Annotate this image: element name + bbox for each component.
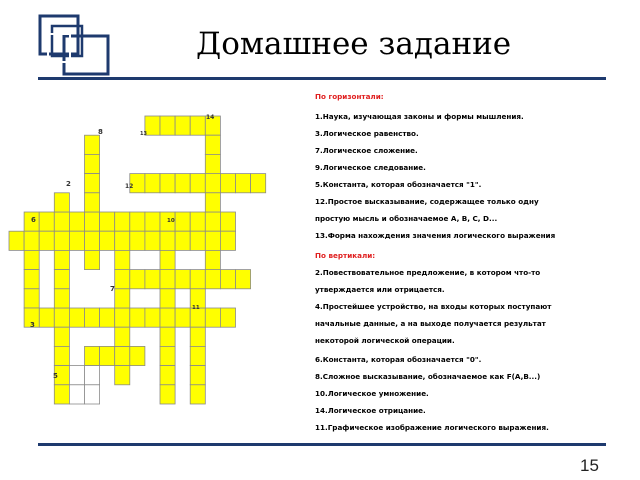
crossword-cell — [100, 346, 115, 365]
crossword-cell — [236, 174, 251, 193]
crossword-cell — [220, 212, 235, 231]
crossword-cell — [115, 250, 130, 269]
crossword-cell — [160, 308, 175, 327]
crossword-cell — [85, 308, 100, 327]
crossword-cell — [145, 174, 160, 193]
down-clue: 14.Логическое отрицание. — [315, 406, 426, 415]
crossword-cell — [100, 212, 115, 231]
crossword-cell — [175, 231, 190, 250]
crossword-cell — [54, 231, 69, 250]
crossword-cell — [190, 174, 205, 193]
down-clue: утверждается или отрицается. — [315, 285, 445, 294]
crossword-cell — [160, 385, 175, 404]
crossword-cell — [220, 174, 235, 193]
crossword-cell — [130, 270, 145, 289]
crossword-cell — [205, 212, 220, 231]
across-clue: 9.Логическое следование. — [315, 163, 426, 172]
crossword-cell — [160, 116, 175, 135]
crossword-cell — [205, 250, 220, 269]
crossword-cell — [175, 212, 190, 231]
crossword-cell — [85, 174, 100, 193]
down-clue: некоторой логической операции. — [315, 336, 455, 345]
crossword-cell — [85, 250, 100, 269]
across-clue: 7.Логическое сложение. — [315, 146, 418, 155]
crossword-cell — [145, 308, 160, 327]
down-clue: 2.Повествовательное предложение, в котором что-то — [315, 268, 541, 277]
crossword-cell — [54, 212, 69, 231]
down-clue: 4.Простейшее устройство, на входы которых поступают — [315, 302, 552, 311]
crossword-cell — [115, 308, 130, 327]
clue-number-12: 12 — [125, 183, 134, 190]
crossword-cell — [54, 308, 69, 327]
crossword-cell — [100, 308, 115, 327]
crossword-cell — [100, 231, 115, 250]
crossword-cell — [205, 270, 220, 289]
crossword-cell — [115, 346, 130, 365]
crossword-cell — [85, 231, 100, 250]
clue-number-14: 14 — [206, 114, 215, 121]
crossword-cell — [160, 231, 175, 250]
down-clue: 10.Логическое умножение. — [315, 389, 429, 398]
crossword-cell — [130, 346, 145, 365]
crossword-cell — [54, 327, 69, 346]
crossword-cell — [190, 231, 205, 250]
crossword-cell-empty — [85, 385, 100, 404]
crossword-cell — [115, 231, 130, 250]
crossword-cell-empty — [69, 366, 84, 385]
clue-number-3: 3 — [30, 321, 35, 329]
crossword-cell — [175, 174, 190, 193]
across-clue: 13.Форма нахождения значения логического выражения — [315, 231, 556, 240]
crossword-cell — [130, 308, 145, 327]
crossword-cell — [24, 289, 39, 308]
crossword-cell — [115, 327, 130, 346]
crossword-cell — [85, 154, 100, 173]
crossword-cell — [251, 174, 266, 193]
crossword-cell — [190, 212, 205, 231]
footer-divider — [38, 443, 606, 446]
crossword-cell — [236, 270, 251, 289]
across-heading: По горизонтали: — [315, 92, 384, 101]
crossword-cell — [85, 193, 100, 212]
crossword-cell — [145, 116, 160, 135]
crossword-cell — [54, 289, 69, 308]
crossword-cell — [54, 385, 69, 404]
crossword-cell — [160, 174, 175, 193]
across-clue: 5.Константа, которая обозначается "1". — [315, 180, 482, 189]
crossword-cell — [220, 231, 235, 250]
crossword-cell — [205, 231, 220, 250]
crossword-cell — [160, 289, 175, 308]
clue-number-6: 6 — [31, 216, 36, 224]
crossword-cell — [175, 116, 190, 135]
crossword-cell — [130, 212, 145, 231]
crossword-cell — [115, 212, 130, 231]
crossword-cell — [130, 231, 145, 250]
down-clue: 6.Константа, которая обозначается "0". — [315, 355, 482, 364]
crossword-cell — [175, 270, 190, 289]
crossword-cell — [160, 270, 175, 289]
crossword-cell — [39, 231, 54, 250]
crossword-cell — [205, 174, 220, 193]
across-clue: 3.Логическое равенство. — [315, 129, 419, 138]
crossword-cell — [160, 327, 175, 346]
slide-title: Домашнее задание — [196, 26, 512, 62]
crossword-cell — [115, 289, 130, 308]
clue-number-7: 7 — [110, 285, 115, 293]
crossword-cell — [190, 385, 205, 404]
across-clue: 12.Простое высказывание, содержащее только одну — [315, 197, 539, 206]
crossword-cell — [145, 270, 160, 289]
crossword-cell — [54, 250, 69, 269]
crossword-cell — [69, 308, 84, 327]
across-clue: простую мысль и обозначаемое A, B, C, D... — [315, 214, 498, 223]
crossword-cell — [160, 346, 175, 365]
crossword-cell — [205, 193, 220, 212]
crossword-cell — [85, 346, 100, 365]
clue-number-8: 8 — [98, 128, 103, 136]
crossword-cell — [160, 250, 175, 269]
clue-number-5: 5 — [53, 372, 58, 380]
crossword-cell — [24, 270, 39, 289]
crossword-cell — [54, 193, 69, 212]
crossword-cell-empty — [85, 366, 100, 385]
clue-number-11: 11 — [192, 305, 200, 311]
crossword-cell — [39, 308, 54, 327]
down-heading: По вертикали: — [315, 251, 376, 260]
crossword-cell — [9, 231, 24, 250]
crossword-cell — [115, 270, 130, 289]
crossword-cell — [190, 116, 205, 135]
crossword-cell — [54, 270, 69, 289]
clue-number-13: 13 — [140, 131, 147, 137]
crossword-cell — [190, 366, 205, 385]
crossword-cell — [69, 231, 84, 250]
clue-number-10: 10 — [167, 218, 175, 224]
down-clue: 8.Сложное высказывание, обозначаемое как F(A,B...) — [315, 372, 541, 381]
across-clue: 1.Наука, изучающая законы и формы мышления. — [315, 112, 524, 121]
down-clue: начальные данные, а на выходе получается результат — [315, 319, 546, 328]
crossword-cell — [85, 212, 100, 231]
crossword-cell — [205, 308, 220, 327]
crossword-cell — [85, 135, 100, 154]
crossword-cell — [190, 270, 205, 289]
page-number: 15 — [580, 456, 599, 475]
crossword-cell — [220, 270, 235, 289]
crossword-cell — [69, 212, 84, 231]
crossword-cell — [24, 231, 39, 250]
crossword-cell — [175, 308, 190, 327]
crossword-cell — [115, 366, 130, 385]
crossword-cell — [205, 135, 220, 154]
crossword-cell — [190, 327, 205, 346]
clue-number-2: 2 — [66, 180, 71, 188]
crossword-cell — [220, 308, 235, 327]
crossword-cell — [145, 212, 160, 231]
down-clue: 11.Графическое изображение логического выражения. — [315, 423, 549, 432]
crossword-cell — [205, 154, 220, 173]
crossword-cell — [24, 250, 39, 269]
crossword-cell — [39, 212, 54, 231]
crossword-cell — [145, 231, 160, 250]
crossword-cell — [190, 346, 205, 365]
crossword-cell — [54, 346, 69, 365]
crossword-cell-empty — [69, 385, 84, 404]
crossword-cell — [160, 366, 175, 385]
